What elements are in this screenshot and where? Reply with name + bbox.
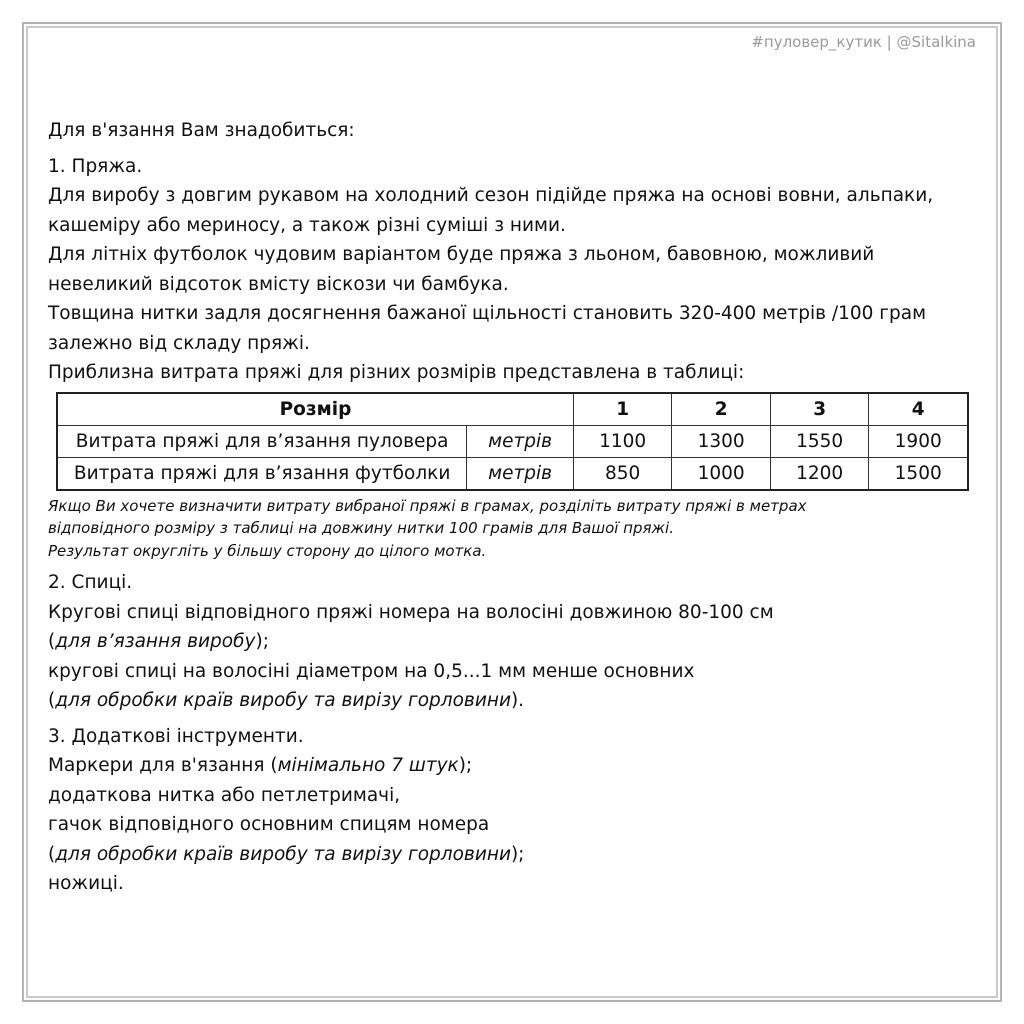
section1-line: залежно від складу пряжі. [48, 332, 310, 354]
table-cell: 1900 [869, 425, 968, 457]
table-row [57, 425, 968, 457]
italic-text: мінімально 7 штук [277, 755, 459, 776]
section2-title: 2. Спиці. [48, 572, 133, 593]
paren-close: ); [510, 843, 525, 865]
section1-line: Для літніх футболок чудовим варіантом буде пряжа з льоном, бавовною, можливий [48, 244, 875, 265]
section3-title: 3. Додаткові інструменти. [48, 725, 304, 747]
intro-line: Для в'язання Вам знадобиться: [48, 120, 355, 141]
table-row-label: Витрата пряжі для в’язання пуловера [57, 425, 467, 457]
section2-line: кругові спиці на волосіні діаметром на 0,5...1 мм менше основних [48, 660, 695, 682]
header-hashtag: #пуловер_кутик | @Sitalkina [751, 33, 976, 51]
table-cell: 1100 [573, 425, 672, 457]
table-note-line: Якщо Ви хочете визначити витрату вибраної пряжі в грамах, розділіть витрату пряжі в метрах [48, 496, 807, 515]
document-body [48, 116, 978, 899]
table-header-size-2: 2 [672, 393, 771, 426]
section3-line [48, 751, 978, 781]
italic-text: для обробки країв виробу та вирізу горловини [55, 843, 511, 865]
section1-line: Товщина нитки задля досягнення бажаної щільності становить 320-400 метрів /100 грам [48, 303, 927, 324]
table-row [57, 457, 968, 490]
section1-line: невеликий відсоток вмісту віскози чи бамбука. [48, 273, 509, 295]
table-cell: 1000 [672, 457, 771, 490]
section1-title: 1. Пряжа. [48, 155, 143, 177]
table-row-unit: метрів [467, 425, 574, 457]
table-header-row [57, 393, 968, 426]
table-note-line: Результат округліть у більшу сторону до цілого мотка. [48, 541, 487, 560]
table-row-label: Витрата пряжі для в’язання футболки [57, 457, 467, 490]
table-header-size-1: 1 [573, 393, 672, 426]
table-cell: 1500 [869, 457, 968, 490]
section3-line [48, 840, 978, 870]
paren-open: ( [48, 843, 56, 865]
section1-line: Приблизна витрата пряжі для різних розмірів представлена в таблиці: [48, 362, 745, 383]
section1-line: Для виробу з довгим рукавом на холодний сезон підійде пряжа на основі вовни, альпаки, [48, 185, 934, 206]
section2-line [48, 627, 978, 657]
section3-line: додаткова нитка або петлетримачі, [48, 784, 401, 806]
paren-close: ); [255, 631, 269, 652]
section3-line: ножиці. [48, 873, 124, 894]
markers-close: ); [458, 755, 473, 776]
italic-text: для в’язання виробу [55, 631, 256, 652]
table-cell: 1300 [672, 425, 771, 457]
table-cell: 1200 [770, 457, 869, 490]
paren-open: ( [48, 631, 56, 652]
table-cell: 1550 [770, 425, 869, 457]
table-header-size-3: 3 [770, 393, 869, 426]
section2-line: Кругові спиці відповідного пряжі номера на волосіні довжиною 80-100 см [48, 601, 774, 623]
yarn-consumption-table [56, 392, 969, 491]
italic-text: для обробки країв виробу та вирізу горловини [55, 690, 511, 711]
table-note-line: відповідного розміру з таблиці на довжину нитки 100 грамів для Вашої пряжі. [48, 519, 674, 537]
table-header-size: Розмір [57, 393, 573, 426]
paren-close: ). [510, 690, 525, 711]
section2-line [48, 686, 978, 716]
section1-line: кашеміру або мериносу, а також різні суміші з ними. [48, 214, 566, 236]
section3-line: гачок відповідного основним спицям номера [48, 814, 490, 835]
table-header-size-4: 4 [869, 393, 968, 426]
markers-text: Маркери для в'язання ( [48, 755, 278, 776]
table-row-unit: метрів [467, 457, 574, 490]
table-cell: 850 [573, 457, 672, 490]
paren-open: ( [48, 690, 56, 711]
